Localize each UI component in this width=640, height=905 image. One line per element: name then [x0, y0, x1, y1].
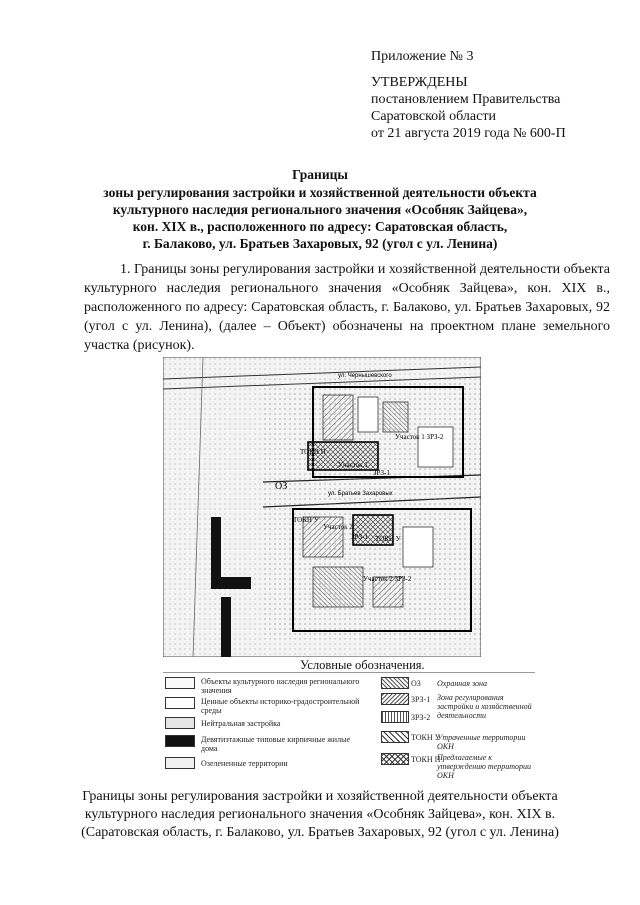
legend-code: ЗРЗ-2 [411, 713, 431, 722]
legend-swatch [381, 677, 409, 689]
caption-line-1: Границы зоны регулирования застройки и хозяйственной деятельности объекта [82, 789, 558, 804]
approved-line-2: Саратовской области [371, 109, 496, 124]
legend-text: Нейтральная застройка [201, 719, 281, 728]
label-tokn-u-2: ТОКН У [375, 535, 401, 543]
legend-code: ТОКН У [411, 733, 441, 742]
legend-code: ЗРЗ-1 [411, 695, 431, 704]
legend-text: Охранная зона [437, 679, 487, 688]
title-line-5: г. Балаково, ул. Братьев Захаровых, 92 (угол с ул. Ленина) [142, 236, 498, 251]
site-plan-map [163, 357, 481, 657]
building [358, 397, 378, 432]
legend-swatch [381, 753, 409, 765]
title-line-3: культурного наследия регионального значения «Особняк Зайцева», [112, 202, 528, 217]
legend-code: ТОКН П [411, 755, 441, 764]
legend-code: ОЗ [411, 679, 421, 688]
figure-caption [80, 788, 560, 842]
building [323, 395, 353, 440]
appendix-number: Приложение № 3 [371, 49, 474, 64]
label-oz: ОЗ [275, 481, 288, 492]
building [383, 402, 408, 432]
body-paragraph-text: 1. Границы зоны регулирования застройки и хозяйственной деятельности объекта культурного наследия регионального значения «Особняк Зайцева», кон. XIX в., расположенного по адресу: Саратовская область, г. Балаково, ул. Братьев Захаровых, 92 (угол с ул. Ленина), (далее – Объект) обозначены на проектном плане земельного участка (рисунок). [84, 262, 610, 353]
legend-text: Утраченные территории ОКН [437, 733, 526, 751]
legend-title: Условные обозначения. [300, 658, 425, 672]
legend-text: Объекты культурного наследия регионального значения [201, 677, 360, 695]
approved-line-3: от 21 августа 2019 года № 600-П [371, 126, 566, 141]
nine-storey-building [211, 577, 251, 589]
legend-swatch [165, 677, 195, 689]
label-tokn-u: ТОКН У [293, 516, 319, 524]
label-tokn-p: ТОКН П [300, 448, 326, 456]
label-uchastok1: Участок 1 [338, 461, 368, 469]
label-uchastok1-zrz2: Участок 1 ЗРЗ-2 [395, 433, 444, 441]
legend-text: Предлагаемые к утверждению территории ОКН [437, 753, 532, 780]
legend-swatch [165, 717, 195, 729]
caption-line-2: культурного наследия регионального значения «Особняк Зайцева», кон. XIX в. [84, 807, 556, 822]
caption-line-3: (Саратовская область, г. Балаково, ул. Братьев Захаровых, 92 (угол с ул. Ленина) [81, 825, 559, 840]
legend-text: Ценные объекты историко-градостроительной среды [201, 697, 360, 715]
street-label-mid: ул. Братьев Захаровых [328, 491, 393, 497]
title-line-4: кон. XIX в., расположенного по адресу: Саратовская область, [132, 219, 508, 234]
title-line-1: Границы [292, 167, 348, 182]
site-plan-svg [163, 357, 481, 657]
approved-label: УТВЕРЖДЕНЫ [371, 75, 468, 90]
label-zrz1b: ЗРЗ-1 [351, 533, 368, 541]
legend-text: Озелененные территории [201, 759, 288, 768]
label-uchastok2-zrz2: Участок 2 ЗРЗ-2 [363, 575, 412, 583]
legend-swatch [381, 693, 409, 705]
label-uchastok2: Участок 2 [323, 523, 353, 531]
legend-swatch [165, 697, 195, 709]
street-label-top: ул. Чернышевского [338, 373, 392, 379]
legend [163, 672, 535, 793]
building [403, 527, 433, 567]
approved-line-1: постановлением Правительства [371, 92, 561, 107]
label-zrz1: ЗРЗ-1 [373, 469, 390, 477]
legend-swatch [381, 731, 409, 743]
legend-text: Девятиэтажные типовые кирпичные жилые дома [201, 735, 350, 753]
nine-storey-building [211, 517, 221, 577]
legend-swatch [165, 757, 195, 769]
title-line-2: зоны регулирования застройки и хозяйственной деятельности объекта [103, 185, 537, 200]
legend-swatch [165, 735, 195, 747]
body-paragraph [84, 260, 610, 355]
legend-swatch [381, 711, 409, 723]
legend-text: Зона регулирования застройки и хозяйственной деятельности [437, 693, 532, 720]
building [313, 567, 363, 607]
nine-storey-building [221, 597, 231, 657]
